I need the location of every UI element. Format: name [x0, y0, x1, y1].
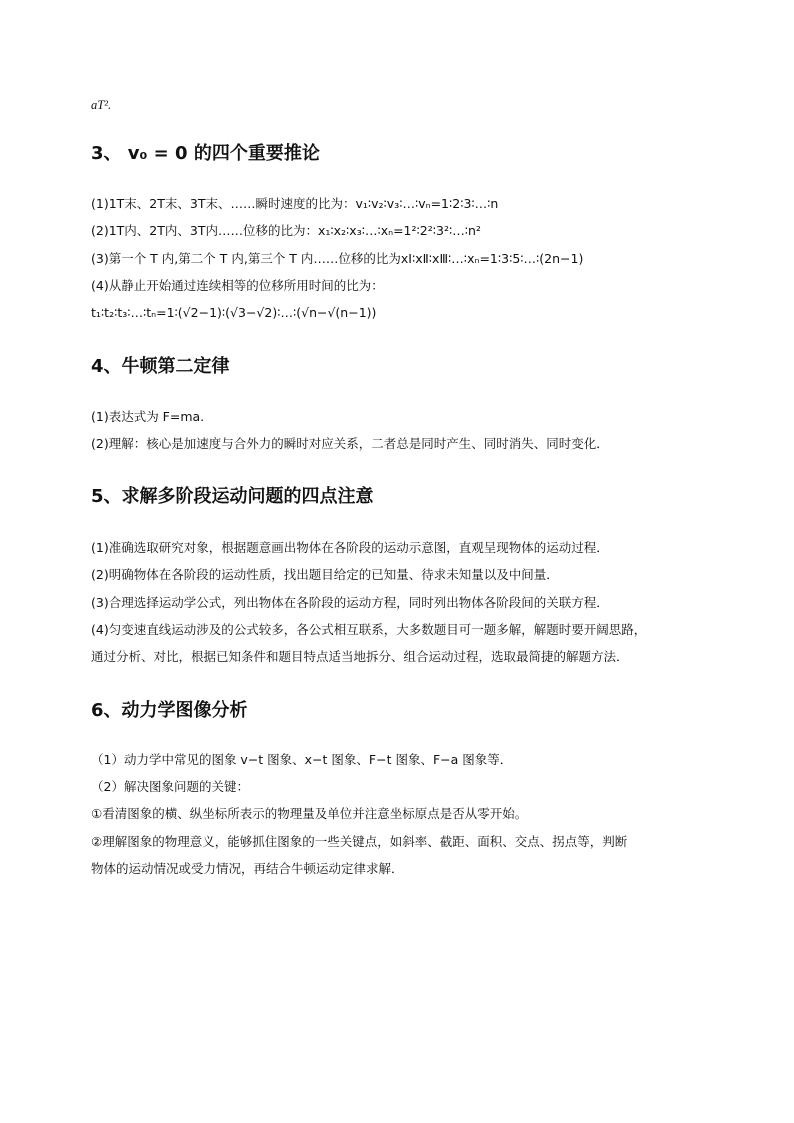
section-3-line-5: t₁∶t₂∶t₃∶…∶tₙ=1∶(√2−1)∶(√3−√2)∶…∶(√n−√(n−1))	[91, 305, 377, 320]
section-5-line-1: (1)准确选取研究对象，根据题意画出物体在各阶段的运动示意图，直观呈现物体的运动过程．	[91, 540, 609, 555]
section-6-line-3: ①看清图象的横、纵坐标所表示的物理量及单位并注意坐标原点是否从零开始。	[91, 806, 528, 821]
section-3-line-4: (4)从静止开始通过连续相等的位移所用时间的比为：	[91, 278, 384, 293]
section-5-heading: 5、求解多阶段运动问题的四点注意	[91, 486, 374, 507]
section-3-line-3: (3)第一个 T 内,第二个 T 内,第三个 T 内……位移的比为xⅠ∶xⅡ∶xⅢ∶…∶xₙ=1∶3∶5∶…∶(2n−1)	[91, 251, 584, 266]
section-6-line-4: ②理解图象的物理意义，能够抓住图象的一些关键点，如斜率、截距、面积、交点、拐点等，判断	[91, 834, 628, 849]
section-3-heading: 3、 v₀ = 0 的四个重要推论	[91, 143, 320, 164]
section-3-line-2: (2)1T内、2T内、3T内……位移的比为：x₁∶x₂∶x₃∶…∶xₙ=1²∶2²∶3²∶…∶n²	[91, 223, 481, 238]
section-5-line-5: 通过分析、对比，根据已知条件和题目特点适当地拆分、组合运动过程，选取最简捷的解题方法．	[91, 649, 629, 664]
section-6-line-5: 物体的运动情况或受力情况，再结合牛顿运动定律求解．	[91, 861, 404, 876]
top-fragment-text: aT².	[91, 98, 112, 112]
section-4-line-2: (2)理解：核心是加速度与合外力的瞬时对应关系，二者总是同时产生、同时消失、同时变化．	[91, 436, 609, 451]
section-6-heading: 6、动力学图像分析	[91, 700, 248, 721]
section-5-line-3: (3)合理选择运动学公式，列出物体在各阶段的运动方程，同时列出物体各阶段间的关联方程．	[91, 595, 609, 610]
section-6-line-1: （1）动力学中常见的图象 v−t 图象、x−t 图象、F−t 图象、F−a 图象等．	[91, 752, 513, 767]
section-5-line-4: (4)匀变速直线运动涉及的公式较多，各公式相互联系，大多数题目可一题多解，解题时要开阔思路，	[91, 622, 647, 637]
section-5-line-2: (2)明确物体在各阶段的运动性质，找出题目给定的已知量、待求未知量以及中间量．	[91, 567, 559, 582]
section-6-line-2: （2）解决图象问题的关键：	[91, 779, 249, 794]
section-4-line-1: (1)表达式为 F=ma.	[91, 409, 205, 424]
section-4-heading: 4、牛顿第二定律	[91, 356, 230, 377]
section-3-line-1: (1)1T末、2T末、3T末、……瞬时速度的比为：v₁∶v₂∶v₃∶…∶vₙ=1∶2∶3∶…∶n	[91, 196, 499, 211]
